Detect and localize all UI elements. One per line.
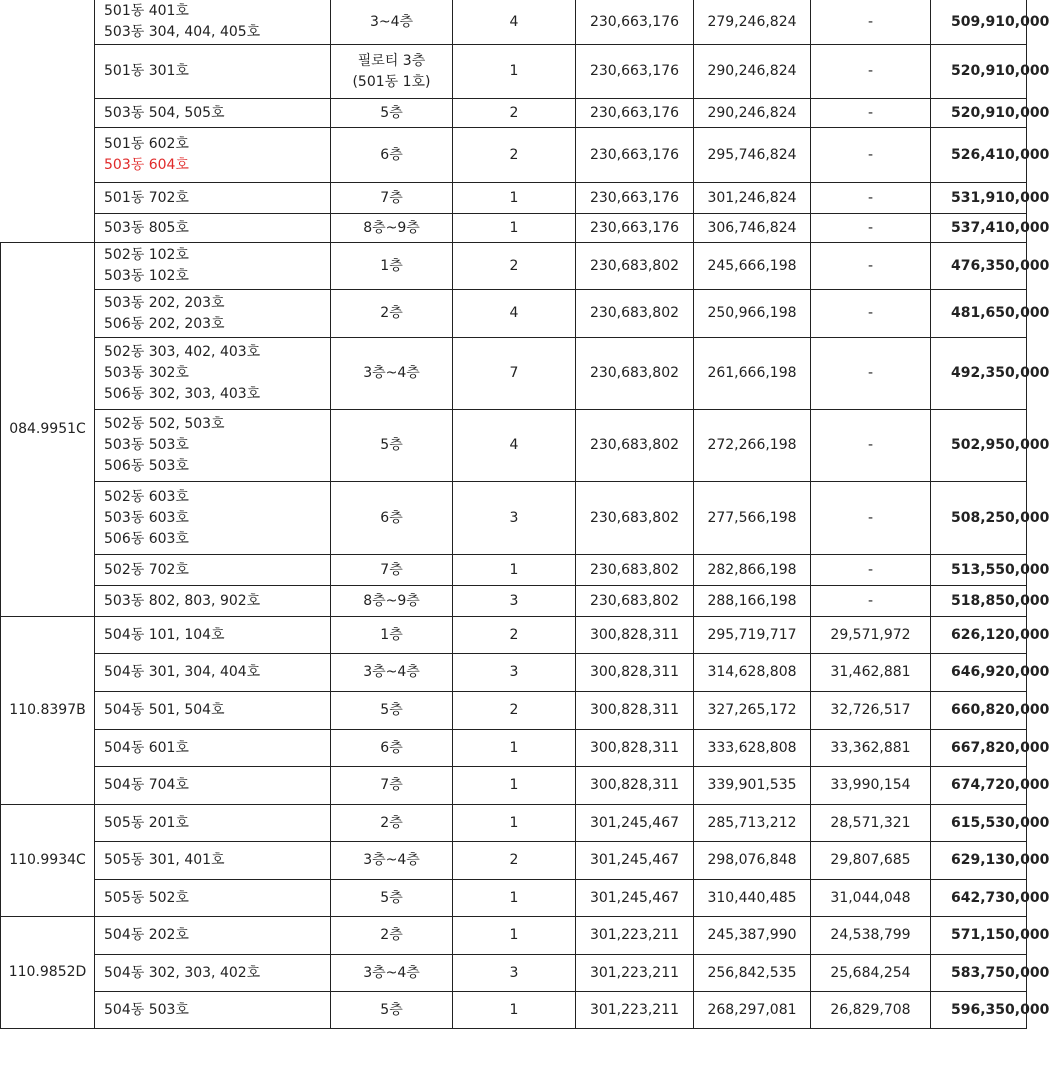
vat-cell: 29,807,685	[811, 842, 931, 880]
unit-numbers-cell	[95, 290, 331, 338]
building-price-cell: 245,666,198	[694, 243, 811, 290]
unit-type-cell: 110.9852D	[1, 917, 95, 1029]
land-price-cell: 230,663,176	[576, 183, 694, 214]
table-row	[1, 586, 1027, 617]
unit-numbers-cell	[95, 555, 331, 586]
total-price-cell: 520,910,000	[931, 45, 1027, 99]
unit-number-line: 501동 401호	[104, 3, 189, 19]
floor-line: 5층	[380, 889, 403, 906]
building-price-cell: 333,628,808	[694, 730, 811, 767]
vat-cell: -	[811, 214, 931, 243]
unit-number-line: 504동 601호	[104, 739, 189, 756]
floor-cell	[331, 586, 453, 617]
vat-cell: 28,571,321	[811, 805, 931, 842]
vat-cell: -	[811, 555, 931, 586]
household-count-cell: 3	[453, 955, 576, 992]
unit-number-line: 503동 603호	[104, 509, 189, 526]
floor-line: 8층~9층	[363, 219, 420, 236]
unit-number-line: 504동 704호	[104, 777, 189, 793]
household-count-cell: 4	[453, 410, 576, 482]
land-price-cell: 230,683,802	[576, 410, 694, 482]
land-price-cell: 230,683,802	[576, 555, 694, 586]
building-price-cell: 339,901,535	[694, 767, 811, 805]
unit-number-line: 505동 201호	[104, 814, 189, 831]
building-price-cell: 256,842,535	[694, 955, 811, 992]
table-row	[1, 482, 1027, 555]
floor-cell	[331, 45, 453, 99]
floor-cell	[331, 410, 453, 482]
floor-line: 3층~4층	[363, 664, 420, 680]
vat-cell: -	[811, 243, 931, 290]
total-price-cell: 492,350,000	[931, 338, 1027, 410]
unit-number-line: 501동 702호	[104, 189, 189, 206]
land-price-cell: 301,223,211	[576, 955, 694, 992]
building-price-cell: 279,246,824	[694, 0, 811, 45]
floor-cell	[331, 955, 453, 992]
floor-line: 3층~4층	[363, 964, 420, 981]
unit-number-line: 501동 301호	[104, 63, 189, 79]
unit-numbers-cell	[95, 730, 331, 767]
vat-cell: 32,726,517	[811, 692, 931, 730]
building-price-cell: 310,440,485	[694, 880, 811, 917]
land-price-cell: 301,245,467	[576, 842, 694, 880]
floor-cell	[331, 243, 453, 290]
floor-line: 6층	[380, 739, 403, 756]
floor-line: 2층	[380, 927, 403, 943]
household-count-cell: 1	[453, 917, 576, 955]
total-price-cell: 674,720,000	[931, 767, 1027, 805]
floor-line: 5층	[380, 104, 403, 121]
household-count-cell: 3	[453, 586, 576, 617]
table-row	[1, 955, 1027, 992]
household-count-cell: 2	[453, 617, 576, 654]
total-price-cell: 476,350,000	[931, 243, 1027, 290]
land-price-cell: 230,663,176	[576, 0, 694, 45]
floor-cell	[331, 917, 453, 955]
household-count-cell: 1	[453, 880, 576, 917]
table-row	[1, 917, 1027, 955]
table-row	[1, 692, 1027, 730]
floor-line: 3~4층	[369, 13, 414, 30]
household-count-cell: 1	[453, 730, 576, 767]
land-price-cell: 301,223,211	[576, 992, 694, 1029]
unit-number-line: 506동 302, 303, 403호	[104, 386, 261, 402]
floor-line: 2층	[380, 814, 403, 831]
floor-cell	[331, 992, 453, 1029]
unit-number-line: 504동 202호	[104, 927, 189, 943]
building-price-cell: 288,166,198	[694, 586, 811, 617]
floor-line: 5층	[380, 437, 403, 453]
floor-line: 3층~4층	[363, 852, 420, 868]
total-price-cell: 626,120,000	[931, 617, 1027, 654]
household-count-cell: 3	[453, 654, 576, 692]
unit-number-line: 502동 303, 402, 403호	[104, 344, 261, 360]
vat-cell: -	[811, 482, 931, 555]
vat-cell: 26,829,708	[811, 992, 931, 1029]
total-price-cell: 509,910,000	[931, 0, 1027, 45]
unit-number-line: 503동 504, 505호	[104, 104, 225, 121]
total-price-cell: 502,950,000	[931, 410, 1027, 482]
unit-number-line: 504동 101, 104호	[104, 626, 225, 643]
building-price-cell: 285,713,212	[694, 805, 811, 842]
unit-numbers-cell	[95, 338, 331, 410]
vat-cell: 31,462,881	[811, 654, 931, 692]
land-price-cell: 301,223,211	[576, 917, 694, 955]
unit-numbers-cell	[95, 99, 331, 128]
land-price-cell: 230,683,802	[576, 290, 694, 338]
table-row	[1, 243, 1027, 290]
total-price-cell: 526,410,000	[931, 128, 1027, 183]
building-price-cell: 327,265,172	[694, 692, 811, 730]
unit-number-line: 506동 202, 203호	[104, 315, 225, 332]
household-count-cell: 2	[453, 842, 576, 880]
floor-line: 6층	[380, 509, 403, 526]
building-price-cell: 277,566,198	[694, 482, 811, 555]
unit-number-line: 504동 302, 303, 402호	[104, 964, 261, 981]
floor-cell	[331, 214, 453, 243]
table-row	[1, 880, 1027, 917]
household-count-cell: 7	[453, 338, 576, 410]
unit-number-line: 505동 502호	[104, 889, 189, 906]
land-price-cell: 300,828,311	[576, 767, 694, 805]
total-price-cell: 481,650,000	[931, 290, 1027, 338]
unit-numbers-cell	[95, 586, 331, 617]
household-count-cell: 2	[453, 692, 576, 730]
table-row	[1, 730, 1027, 767]
floor-line: 5층	[380, 1001, 403, 1018]
vat-cell: -	[811, 45, 931, 99]
unit-numbers-cell	[95, 767, 331, 805]
unit-type-cell: 110.9934C	[1, 805, 95, 917]
household-count-cell: 2	[453, 128, 576, 183]
unit-number-line: 503동 102호	[104, 268, 189, 284]
vat-cell: 25,684,254	[811, 955, 931, 992]
floor-cell	[331, 482, 453, 555]
unit-number-line: 503동 604호	[104, 157, 189, 173]
table-row	[1, 555, 1027, 586]
unit-number-line: 503동 304, 404, 405호	[104, 24, 261, 40]
land-price-cell: 230,663,176	[576, 45, 694, 99]
unit-numbers-cell	[95, 128, 331, 183]
total-price-cell: 583,750,000	[931, 955, 1027, 992]
unit-number-line: 503동 503호	[104, 437, 189, 453]
building-price-cell: 301,246,824	[694, 183, 811, 214]
table-row	[1, 0, 1027, 45]
floor-cell	[331, 767, 453, 805]
household-count-cell: 1	[453, 805, 576, 842]
household-count-cell: 1	[453, 183, 576, 214]
floor-line: 2층	[380, 305, 403, 321]
total-price-cell: 571,150,000	[931, 917, 1027, 955]
unit-number-line: 503동 302호	[104, 365, 189, 381]
unit-type-cell: 084.9951C	[1, 243, 95, 617]
table-row	[1, 128, 1027, 183]
vat-cell: 24,538,799	[811, 917, 931, 955]
table-row	[1, 99, 1027, 128]
total-price-cell: 629,130,000	[931, 842, 1027, 880]
land-price-cell: 300,828,311	[576, 730, 694, 767]
table-row	[1, 617, 1027, 654]
vat-cell: 33,362,881	[811, 730, 931, 767]
unit-number-line: 505동 301, 401호	[104, 852, 225, 868]
floor-cell	[331, 692, 453, 730]
floor-line: 8층~9층	[363, 592, 420, 609]
building-price-cell: 314,628,808	[694, 654, 811, 692]
unit-number-line: 504동 301, 304, 404호	[104, 664, 261, 680]
land-price-cell: 230,663,176	[576, 214, 694, 243]
building-price-cell: 268,297,081	[694, 992, 811, 1029]
table-row	[1, 45, 1027, 99]
household-count-cell: 1	[453, 45, 576, 99]
vat-cell: 33,990,154	[811, 767, 931, 805]
land-price-cell: 230,663,176	[576, 128, 694, 183]
floor-cell	[331, 842, 453, 880]
land-price-cell: 230,683,802	[576, 338, 694, 410]
vat-cell: 31,044,048	[811, 880, 931, 917]
household-count-cell: 4	[453, 0, 576, 45]
building-price-cell: 295,719,717	[694, 617, 811, 654]
floor-cell	[331, 183, 453, 214]
building-price-cell: 272,266,198	[694, 410, 811, 482]
total-price-cell: 513,550,000	[931, 555, 1027, 586]
unit-number-line: 502동 102호	[104, 247, 189, 263]
land-price-cell: 230,663,176	[576, 99, 694, 128]
floor-line: (501동 1호)	[352, 73, 431, 90]
floor-line: 1층	[380, 626, 403, 643]
table-row	[1, 767, 1027, 805]
unit-numbers-cell	[95, 692, 331, 730]
floor-line: 1층	[380, 257, 403, 274]
vat-cell: -	[811, 290, 931, 338]
table-row	[1, 805, 1027, 842]
building-price-cell: 290,246,824	[694, 45, 811, 99]
table-row	[1, 410, 1027, 482]
total-price-cell: 596,350,000	[931, 992, 1027, 1029]
unit-number-line: 506동 503호	[104, 458, 189, 474]
floor-cell	[331, 128, 453, 183]
unit-numbers-cell	[95, 805, 331, 842]
land-price-cell: 300,828,311	[576, 692, 694, 730]
unit-number-line: 501동 602호	[104, 136, 189, 152]
price-table-body	[1, 0, 1049, 1029]
unit-number-line: 504동 501, 504호	[104, 702, 225, 718]
building-price-cell: 290,246,824	[694, 99, 811, 128]
unit-numbers-cell	[95, 617, 331, 654]
vat-cell: -	[811, 0, 931, 45]
unit-numbers-cell	[95, 654, 331, 692]
floor-cell	[331, 99, 453, 128]
unit-numbers-cell	[95, 482, 331, 555]
unit-numbers-cell	[95, 243, 331, 290]
total-price-cell: 531,910,000	[931, 183, 1027, 214]
building-price-cell: 282,866,198	[694, 555, 811, 586]
total-price-cell: 520,910,000	[931, 99, 1027, 128]
building-price-cell: 295,746,824	[694, 128, 811, 183]
household-count-cell: 1	[453, 767, 576, 805]
vat-cell: -	[811, 410, 931, 482]
table-row	[1, 992, 1027, 1029]
floor-cell	[331, 654, 453, 692]
land-price-cell: 300,828,311	[576, 617, 694, 654]
floor-cell	[331, 617, 453, 654]
table-row	[1, 290, 1027, 338]
vat-cell: -	[811, 338, 931, 410]
unit-numbers-cell	[95, 0, 331, 45]
unit-numbers-cell	[95, 842, 331, 880]
vat-cell: -	[811, 128, 931, 183]
household-count-cell: 2	[453, 99, 576, 128]
unit-number-line: 506동 603호	[104, 530, 189, 547]
floor-cell	[331, 805, 453, 842]
vat-cell: -	[811, 183, 931, 214]
building-price-cell: 261,666,198	[694, 338, 811, 410]
total-price-cell: 642,730,000	[931, 880, 1027, 917]
land-price-cell: 301,245,467	[576, 880, 694, 917]
unit-numbers-cell	[95, 880, 331, 917]
floor-line: 3층~4층	[363, 365, 420, 381]
total-price-cell: 615,530,000	[931, 805, 1027, 842]
vat-cell: -	[811, 586, 931, 617]
household-count-cell: 1	[453, 992, 576, 1029]
building-price-cell: 306,746,824	[694, 214, 811, 243]
floor-cell	[331, 880, 453, 917]
household-count-cell: 3	[453, 482, 576, 555]
unit-number-line: 503동 202, 203호	[104, 294, 225, 311]
table-row	[1, 842, 1027, 880]
unit-number-line: 502동 502, 503호	[104, 416, 225, 432]
total-price-cell: 537,410,000	[931, 214, 1027, 243]
total-price-cell: 518,850,000	[931, 586, 1027, 617]
unit-numbers-cell	[95, 992, 331, 1029]
unit-number-line: 503동 802, 803, 902호	[104, 592, 261, 609]
unit-number-line: 502동 702호	[104, 561, 189, 578]
floor-line: 6층	[380, 146, 403, 163]
total-price-cell: 646,920,000	[931, 654, 1027, 692]
total-price-cell: 667,820,000	[931, 730, 1027, 767]
unit-numbers-cell	[95, 214, 331, 243]
building-price-cell: 245,387,990	[694, 917, 811, 955]
unit-type-cell: 110.8397B	[1, 617, 95, 805]
unit-number-line: 503동 805호	[104, 219, 189, 236]
floor-line: 7층	[380, 189, 403, 206]
household-count-cell: 1	[453, 555, 576, 586]
unit-number-line: 504동 503호	[104, 1001, 189, 1018]
unit-numbers-cell	[95, 955, 331, 992]
floor-line: 7층	[380, 777, 403, 793]
land-price-cell: 230,683,802	[576, 586, 694, 617]
floor-cell	[331, 290, 453, 338]
floor-cell	[331, 555, 453, 586]
land-price-cell: 301,245,467	[576, 805, 694, 842]
floor-cell	[331, 338, 453, 410]
floor-line: 7층	[380, 561, 403, 578]
unit-number-line: 502동 603호	[104, 488, 189, 505]
table-row	[1, 183, 1027, 214]
building-price-cell: 250,966,198	[694, 290, 811, 338]
household-count-cell: 1	[453, 214, 576, 243]
table-row	[1, 654, 1027, 692]
unit-type-cell	[1, 0, 95, 243]
total-price-cell: 660,820,000	[931, 692, 1027, 730]
total-price-cell: 508,250,000	[931, 482, 1027, 555]
vat-cell: 29,571,972	[811, 617, 931, 654]
land-price-cell: 230,683,802	[576, 243, 694, 290]
land-price-cell: 300,828,311	[576, 654, 694, 692]
floor-line: 5층	[380, 702, 403, 718]
table-row	[1, 338, 1027, 410]
floor-line: 필로티 3층	[357, 52, 426, 69]
table-row	[1, 214, 1027, 243]
vat-cell: -	[811, 99, 931, 128]
household-count-cell: 2	[453, 243, 576, 290]
floor-cell	[331, 0, 453, 45]
land-price-cell: 230,683,802	[576, 482, 694, 555]
unit-numbers-cell	[95, 410, 331, 482]
unit-numbers-cell	[95, 917, 331, 955]
household-count-cell: 4	[453, 290, 576, 338]
building-price-cell: 298,076,848	[694, 842, 811, 880]
floor-cell	[331, 730, 453, 767]
unit-numbers-cell	[95, 183, 331, 214]
unit-numbers-cell	[95, 45, 331, 99]
